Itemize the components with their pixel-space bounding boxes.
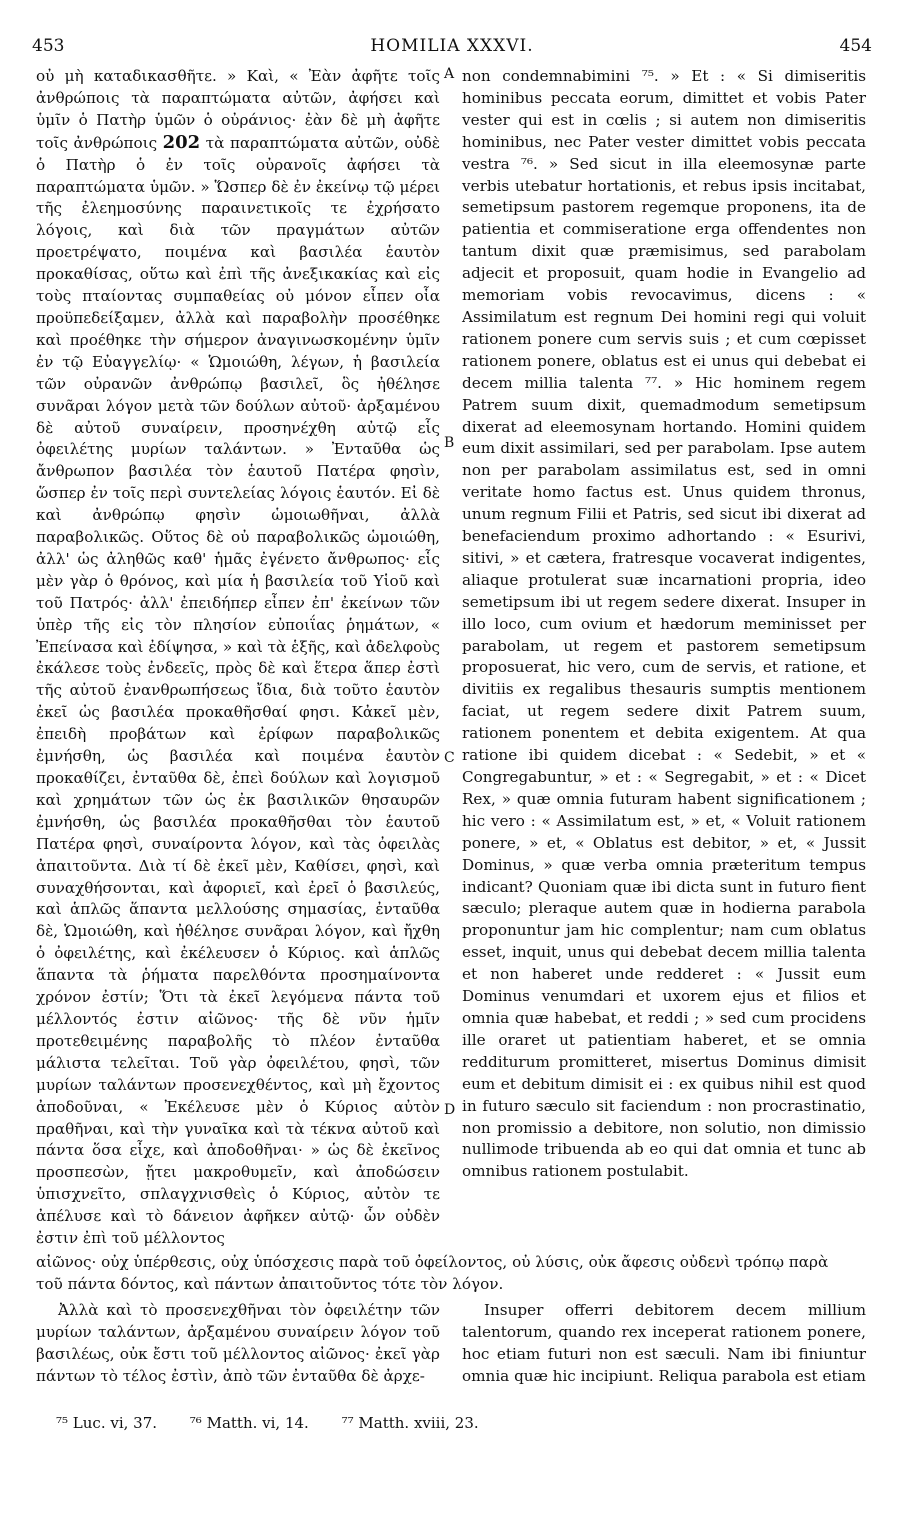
page-number-left: 453	[32, 36, 65, 56]
section-marker-b: B	[444, 435, 455, 451]
greek-text-start: οὐ μὴ καταδικασθῆτε. » Καὶ, « Ἐὰν ἀφῆτε τοῖς ἀνθρώποις τὰ παραπτώματα αὐτῶν, ἀφήσει καὶ ὑμῖν ὁ Πατὴρ ὑμῶν ὁ οὐράνιος· ἐὰν δὲ μὴ ἀφῆτε τοῖς ἀνθρώποις	[36, 67, 440, 152]
footnotes	[56, 1414, 856, 1432]
full-width-lines	[36, 1252, 866, 1296]
footnote-75: ⁷⁵ Luc. vi, 37.	[56, 1414, 158, 1432]
latin-column	[462, 66, 866, 1183]
latin-paragraph: non condemnabimini ⁷⁵. » Et : « Si dimiseritis hominibus peccata eorum, dimittet et vobis Pater vester qui est in cœlis ; si autem non dimiseritis hominibus, nec Pater vester dimittet vobis peccata vestra ⁷⁶. » Sed sicut in illa eleemosynæ parte verbis utebatur hortationis, et rebus ipsis incitabat, semetipsum pastorem regemque proponens, ita de patientia et commiseratione erga offendentes non tantum dixit quæ præmisimus, sed parabolam adjecit et proposuit, quam hodie in Evangelio ad memoriam vobis revocavimus, dicens : « Assimilatum est regnum Dei homini regi qui voluit rationem ponere cum servis suis ; et cum cœpisset rationem ponere, oblatus est ei unus qui debebat ei decem millia talenta ⁷⁷. » Hic hominem regem Patrem suum dixit, quemadmodum semetipsum dixerat ad eleemosynam hortando. Homini quidem eum dixit assimilari, sed per parabolam. Ipse autem non per parabolam assimilatus est, sed in omni veritate homo factus est. Unus quidem thronus, unum regnum Filii et Patris, sed sicut ibi dixerat ad benefaciendum proximo adhortando : « Esurivi, sitivi, » et cætera, fratresque vocaverat indigentes, aliaque protulerat suæ incarnationi propria, ideo semetipsum ibi ut regem sedere dixerat. Insuper in illo loco, cum ovium et hædorum meminisset per parabolam, ut regem et pastorem semetipsum proposuerat, hic vero, cum de servis, et ratione, et divitiis ex regalibus thesauris sumptis mentionem faciat, ut regem sedere dixit Patrem suum, rationem ponentem et debita exigentem. At qua ratione ibi quidem dicebat : « Sedebit, » et « Congregabuntur, » et : « Segregabit, » et : « Dicet Rex, » quæ omnia futuram habent significationem ; hic vero : « Assimilatum est, » et, « Voluit rationem ponere, » et, « Oblatus est debitor, » et, « Jussit Dominus, » quæ verba omnia præteritum tempus indicant? Quoniam quæ ibi dicta sunt in futuro fient sæculo; pleraque autem quæ in hodierna parabola proponuntur jam hic complentur; nam cum oblatus esset, inquit, unus qui debebat decem millia talenta et non haberet unde redderet : « Jussit eum Dominus venumdari et uxorem ejus et filios et omnia quæ habebat, et reddi ; » sed cum procidens ille oraret ut patientiam haberet, et se omnia redditurum promitteret, misertus Dominus dimisit eum et debitum dimisit ei : ex quibus nihil est quod in futuro sæculo sit faciendum : non procrastinatio, non promissio a debitore, non solutio, non dimissio nullimode tribuenda ab eo qui dat omnia et tunc ab omnibus rationem postulabit.	[462, 67, 866, 1181]
greek-paragraph	[36, 66, 440, 1250]
greek-column	[36, 66, 440, 1250]
section-marker-d: D	[444, 1102, 456, 1118]
latin-paragraph-2: Insuper offerri debitorem decem millium talentorum, quando rex inceperat rationem ponere, hoc etiam futuri non est sæculi. Nam ibi finiuntur omnia quæ hic incipiunt. Reliqua parabola est etiam	[462, 1301, 866, 1385]
full-width-line-1: αἰῶνος· οὐχ ὑπέρθεσις, οὐχ ὑπόσχεσις παρὰ τοῦ ὀφείλοντος, οὐ λύσις, οὐκ ἄφεσις οὐδενὶ τρόπῳ παρὰ	[36, 1253, 829, 1271]
column-number: 202	[162, 131, 201, 153]
page-title: HOMILIA XXXVI.	[370, 36, 534, 56]
footnote-76: ⁷⁶ Matth. vi, 14.	[189, 1414, 309, 1432]
greek-paragraph-2: Ἀλλὰ καὶ τὸ προσενεχθῆναι τὸν ὀφειλέτην τῶν μυρίων ταλάντων, ἀρξαμένου συναίρειν λόγον τοῦ βασιλέως, οὐκ ἔστι τοῦ μέλλοντος αἰῶνος· ἐκεῖ γὰρ πάντων τὸ τέλος ἐστὶν, ἀπὸ τῶν ἐνταῦθα δὲ ἀρχε-	[36, 1301, 440, 1385]
section-marker-c: C	[444, 750, 455, 766]
full-width-line-2: τοῦ πάντα δόντος, καὶ πάντων ἀπαιτοῦντος τότε τὸν λόγον.	[36, 1274, 504, 1293]
footnote-77: ⁷⁷ Matth. xviii, 23.	[341, 1414, 479, 1432]
greek-text-rest: τὰ παραπτώματα αὐτῶν, οὐδὲ ὁ Πατὴρ ὁ ἐν τοῖς οὐρανοῖς ἀφήσει τὰ παραπτώματα ὑμῶν. » Ὥσπερ δὲ ἐν ἐκείνῳ τῷ μέρει τῆς ἐλεημοσύνης παραινετικοῖς τε ἐχρήσατο λόγοις, καὶ διὰ τῶν πραγμάτων αὐτῶν προετρέψατο, ποιμένα καὶ βασιλέα ἑαυτὸν προκαθίσας, οὕτω καὶ ἐπὶ τῆς ἀνεξικακίας καὶ εἰς τοὺς πταίοντας συμπαθείας οὐ μόνον εἶπεν οἷα προϋπεδείξαμεν, ἀλλὰ καὶ παραβολὴν προσέθηκε καὶ προέθηκε τὴν σήμερον ἀναγινωσκομένην ὑμῖν ἐν τῷ Εὐαγγελίῳ· « Ὡμοιώθη, λέγων, ἡ βασιλεία τῶν οὐρανῶν ἀνθρώπῳ βασιλεῖ, ὃς ἠθέλησε συνᾶραι λόγον μετὰ τῶν δούλων αὐτοῦ· ἀρξαμένου δὲ αὐτοῦ συναίρειν, προσηνέχθη αὐτῷ εἷς ὀφειλέτης μυρίων ταλάντων. » Ἐνταῦθα ὡς ἄνθρωπον βασιλέα τὸν ἑαυτοῦ Πατέρα φησὶν, ὥσπερ ἐν τοῖς περὶ συντελείας λόγοις ἑαυτόν. Εἰ δὲ καὶ ἀνθρώπῳ φησὶν ὡμοιωθῆναι, ἀλλὰ παραβολικῶς. Οὕτος δὲ οὐ παραβολικῶς ὡμοιώθη, ἀλλ' ὡς ἀληθῶς καθ' ἡμᾶς ἐγένετο ἄνθρωπος· εἷς μὲν γὰρ ὁ θρόνος, καὶ μία ἡ βασιλεία τοῦ Υἱοῦ καὶ τοῦ Πατρός· ἀλλ' ἐπειδήπερ εἶπεν ἐπ' ἐκείνων τῶν ὑπὲρ τῆς εἰς τὸν πλησίον εὐποιΐας ῥημάτων, « Ἐπείνασα καὶ ἐδίψησα, » καὶ τὰ ἑξῆς, καὶ ἀδελφοὺς ἐκάλεσε τοὺς ἐνδεεῖς, πρὸς δὲ καὶ ἕτερα ἅπερ ἐστὶ τῆς αὐτοῦ ἐνανθρωπήσεως ἴδια, διὰ τοῦτο ἑαυτὸν ἐκεῖ ὡς βασιλέα προκαθῆσθαί φησι. Κἀκεῖ μὲν, ἐπειδὴ προβάτων καὶ ἐρίφων παραβολικῶς ἐμνήσθη, ὡς βασιλέα καὶ ποιμένα ἑαυτὸν προκαθίζει, ἐνταῦθα δὲ, ἐπεὶ δούλων καὶ λογισμοῦ καὶ χρημάτων τῶν ὡς ἐκ βασιλικῶν θησαυρῶν ἐμνήσθη, ὡς βασιλέα προκαθῆσθαι τὸν ἑαυτοῦ Πατέρα φησὶ, συναίροντα λόγον, καὶ τὰς ὀφειλὰς ἀπαιτοῦντα. Διὰ τί δὲ ἐκεῖ μὲν, Καθίσει, φησὶ, καὶ συναχθήσονται, καὶ ἀφοριεῖ, καὶ ἐρεῖ ὁ βασιλεύς, καὶ ἁπλῶς ἅπαντα μελλούσης σημασίας, ἐνταῦθα δὲ, Ὡμοιώθη, καὶ ἠθέλησε συνᾶραι λόγον, καὶ ἤχθη ὁ ὀφειλέτης, καὶ ἐκέλευσεν ὁ Κύριος. καὶ ἁπλῶς ἅπαντα τὰ ῥήματα παρελθόντα προσημαίνοντα χρόνον ἐστίν; Ὅτι τὰ ἐκεῖ λεγόμενα πάντα τοῦ μέλλοντός ἐστιν αἰῶνος· τῆς δὲ νῦν ἡμῖν προτεθειμένης παραβολῆς τὸ πλέον ἐνταῦθα μάλιστα τελεῖται. Τοῦ γὰρ ὀφειλέτου, φησὶ, τῶν μυρίων ταλάντων προσενεχθέντος, καὶ μὴ ἔχοντος ἀποδοῦναι, « Ἐκέλευσε μὲν ὁ Κύριος αὐτὸν πραθῆναι, καὶ τὴν γυναῖκα καὶ τὰ τέκνα αὐτοῦ καὶ πάντα ὅσα εἶχε, καὶ ἀποδοθῆναι· » ὡς δὲ ἐκεῖνος προσπεσὼν, ᾔτει μακροθυμεῖν, καὶ ἀποδώσειν ὑπισχνεῖτο, σπλαγχνισθεὶς ὁ Κύριος, αὐτὸν τε ἀπέλυσε καὶ τὸ δάνειον ἀφῆκεν αὐτῷ· ὧν οὐδὲν ἐστιν ἐπὶ τοῦ μέλλοντος	[36, 133, 441, 1248]
page-header	[32, 36, 872, 60]
section-marker-a: A	[444, 66, 455, 82]
page-number-right: 454	[839, 36, 872, 56]
